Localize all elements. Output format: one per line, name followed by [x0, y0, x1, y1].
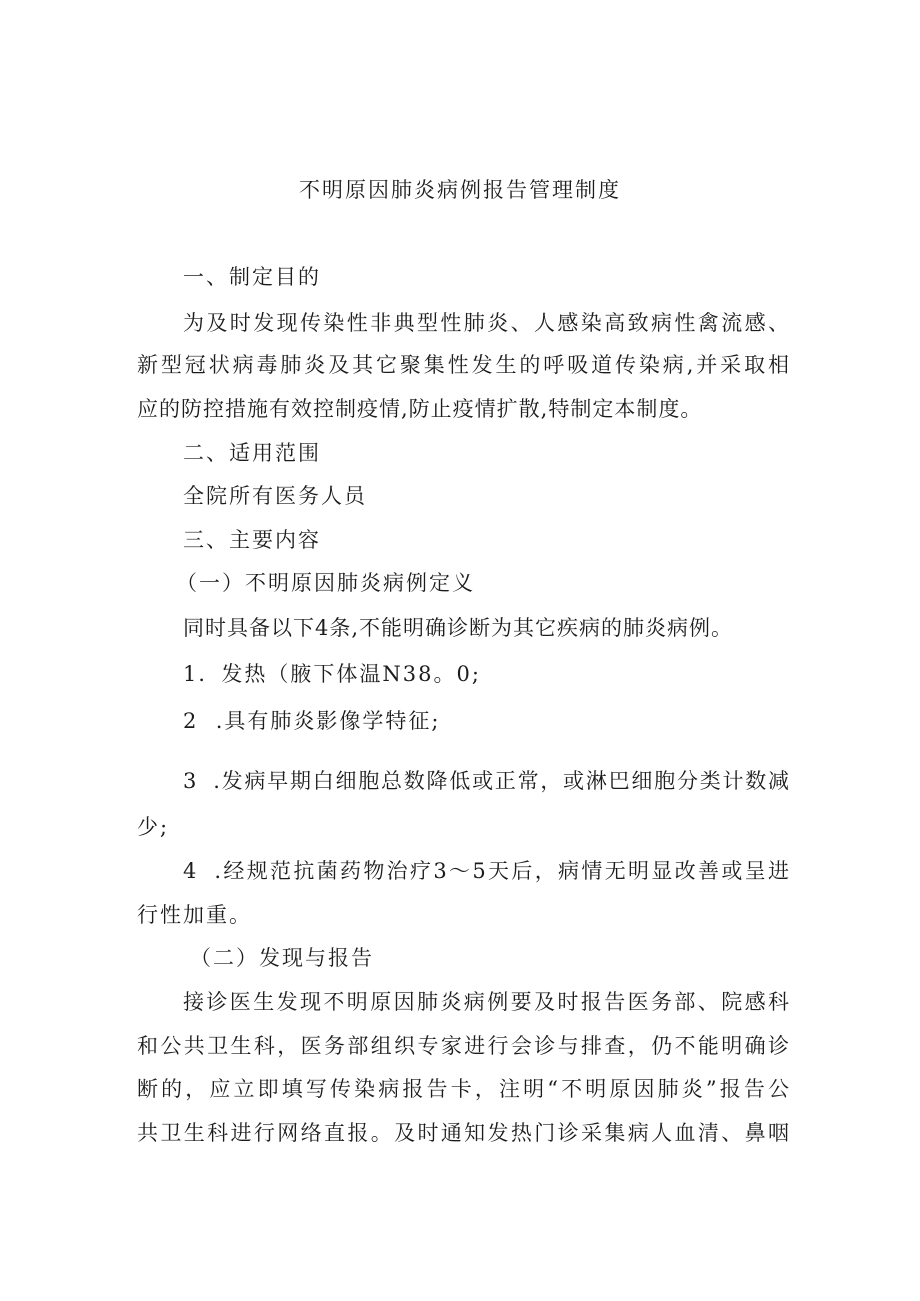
- subsection-heading-2: （二）发现与报告: [190, 946, 374, 970]
- paragraph-line: 行性加重。: [137, 903, 252, 927]
- list-item-1: 1．发热（腋下体温N38。0;: [183, 662, 481, 686]
- list-item-3: 3 .发病早期白细胞总数降低或正常，或淋巴细胞分类计数减: [183, 769, 789, 793]
- section-heading-2: 二、适用范围: [183, 441, 321, 465]
- paragraph-line: 为及时发现传染性非典型性肺炎、人感染高致病性禽流感、: [183, 311, 789, 335]
- paragraph-line: 少;: [137, 815, 170, 839]
- paragraph-line: 同时具备以下4条,不能明确诊断为其它疾病的肺炎病例。: [183, 616, 734, 640]
- paragraph-line: 全院所有医务人员: [183, 484, 367, 508]
- paragraph-line: 断的，应立即填写传染病报告卡，注明“不明原因肺炎”报告公: [137, 1077, 789, 1101]
- paragraph-line: 和公共卫生科，医务部组织专家进行会诊与排查，仍不能明确诊: [137, 1034, 789, 1058]
- section-heading-1: 一、制定目的: [183, 265, 321, 289]
- paragraph-line: 接诊医生发现不明原因肺炎病例要及时报告医务部、院感科: [183, 990, 789, 1014]
- paragraph-line: 新型冠状病毒肺炎及其它聚集性发生的呼吸道传染病,并采取相: [137, 353, 789, 377]
- list-item-2: 2 .具有肺炎影像学特征;: [183, 709, 441, 733]
- paragraph-line: 共卫生科进行网络直报。及时通知发热门诊采集病人血清、鼻咽: [137, 1121, 789, 1145]
- section-heading-3: 三、主要内容: [183, 528, 321, 552]
- subsection-heading-1: （一）不明原因肺炎病例定义: [176, 571, 475, 595]
- list-item-4: 4 .经规范抗菌药物治疗3～5天后，病情无明显改善或呈进: [183, 859, 789, 883]
- paragraph-line: 应的防控措施有效控制疫情,防止疫情扩散,特制定本制度。: [137, 397, 703, 421]
- document-title: 不明原因肺炎病例报告管理制度: [299, 178, 621, 202]
